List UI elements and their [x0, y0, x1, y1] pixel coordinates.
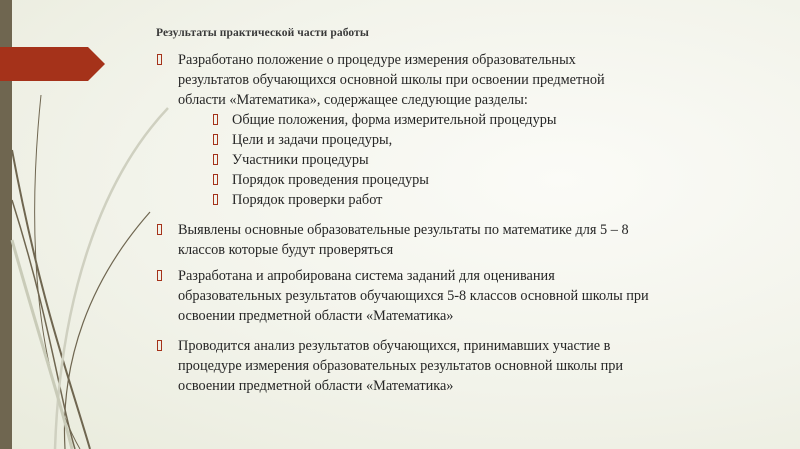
bullet-text-line: Выявлены основные образовательные результаты по математике для 5 – 8: [178, 222, 629, 238]
sub-bullet-text: Порядок проверки работ: [232, 192, 383, 208]
sub-bullet-icon: [213, 154, 218, 165]
bullet-text-line: процедуре измерения образовательных результатов основной школы при: [178, 358, 624, 374]
bullet-text-line: области «Математика», содержащее следующие разделы:: [178, 92, 528, 108]
bullet-icon: [157, 224, 162, 235]
sub-bullet-icon: [213, 194, 218, 205]
sub-bullet-icon: [213, 114, 218, 125]
bullet-icon: [157, 54, 162, 65]
bullet-icon: [157, 270, 162, 281]
bullet-text-line: результатов обучающихся основной школы при освоении предметной: [178, 72, 605, 88]
curved-lines-decoration: [0, 0, 170, 449]
bullet-text-line: Проводится анализ результатов обучающихся, принимавших участие в: [178, 338, 611, 354]
sub-bullet-text: Цели и задачи процедуры,: [232, 132, 393, 148]
bullet-text-line: образовательных результатов обучающихся 5-8 классов основной школы при: [178, 288, 649, 304]
slide-title: Результаты практической части работы: [156, 27, 369, 39]
sub-bullet-text: Общие положения, форма измерительной процедуры: [232, 112, 557, 128]
bullet-icon: [157, 340, 162, 351]
bullet-text-line: Разработано положение о процедуре измерения образовательных: [178, 52, 576, 68]
sub-bullet-icon: [213, 134, 218, 145]
bullet-text-line: классов которые будут проверяться: [178, 242, 394, 258]
sub-bullet-icon: [213, 174, 218, 185]
bullet-text-line: освоении предметной области «Математика»: [178, 378, 454, 394]
bullet-text-line: Разработана и апробирована система заданий для оценивания: [178, 268, 555, 284]
sub-bullet-text: Участники процедуры: [232, 152, 369, 168]
sub-bullet-text: Порядок проведения процедуры: [232, 172, 429, 188]
bullet-text-line: освоении предметной области «Математика»: [178, 308, 454, 324]
